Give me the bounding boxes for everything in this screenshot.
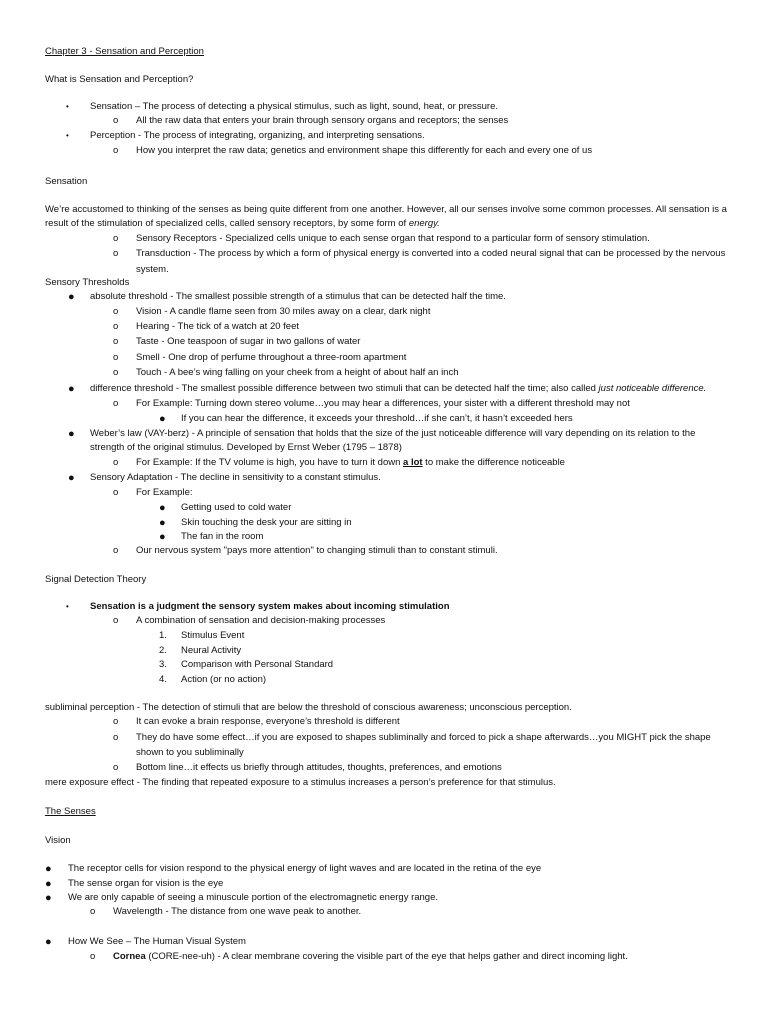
circle-bullet-icon: o: [90, 951, 96, 962]
adaptation-example: Skin touching the desk your are sitting in: [181, 517, 352, 528]
disc-bullet-icon: ●: [68, 428, 75, 440]
circle-bullet-icon: o: [113, 145, 119, 156]
cornea-item: Cornea (CORE-nee-uh) - A clear membrane covering the visible part of the eye that helps gather and direct incoming light.: [113, 951, 628, 962]
absolute-threshold-item: absolute threshold - The smallest possible strength of a stimulus that can be detected half the time.: [90, 291, 506, 302]
circle-bullet-icon: o: [113, 352, 119, 363]
page-title: Chapter 3 - Sensation and Perception: [45, 46, 204, 57]
hearing-example: Hearing - The tick of a watch at 20 feet: [136, 321, 299, 332]
circle-bullet-icon: o: [113, 762, 119, 773]
subliminal-point: Bottom line…it effects us briefly through attitudes, thoughts, preferences, and emotions: [136, 762, 502, 773]
wavelength-item: Wavelength - The distance from one wave peak to another.: [113, 906, 362, 917]
sdt-step: Stimulus Event: [181, 630, 245, 641]
adaptation-example: Getting used to cold water: [181, 502, 292, 513]
circle-bullet-icon: o: [113, 398, 119, 409]
senses-heading: The Senses: [45, 806, 96, 817]
sdt-subpoint: A combination of sensation and decision-making processes: [136, 615, 386, 626]
disc-bullet-icon: ●: [159, 531, 166, 543]
transduction-item-cont: system.: [136, 264, 169, 275]
vision-example: Vision - A candle flame seen from 30 miles away on a clear, dark night: [136, 306, 431, 317]
circle-bullet-icon: o: [113, 487, 119, 498]
sdt-heading: Signal Detection Theory: [45, 574, 147, 585]
disc-bullet-icon: ●: [159, 413, 166, 425]
disc-bullet-icon: ●: [45, 863, 52, 875]
list-number: 2.: [159, 645, 167, 656]
thresholds-heading: Sensory Thresholds: [45, 277, 130, 288]
subliminal-point-cont: shown to you subliminally: [136, 747, 244, 758]
subliminal-perception: subliminal perception - The detection of stimuli that are below the threshold of conscious awareness; unconscious perception.: [45, 702, 572, 713]
intro-line-2: result of the stimulation of specialized cells, called sensory receptors, by some form of energy.: [45, 218, 440, 229]
circle-bullet-icon: o: [113, 367, 119, 378]
sensation-subpoint: All the raw data that enters your brain through sensory organs and receptors; the senses: [136, 115, 509, 126]
disc-bullet-icon: ●: [68, 291, 75, 303]
webers-law-item-cont: strength of the original stimulus. Developed by Ernst Weber (1795 – 1878): [90, 442, 402, 453]
list-number: 4.: [159, 674, 167, 685]
bullet-icon: •: [66, 131, 69, 140]
sdt-step: Neural Activity: [181, 645, 242, 656]
adaptation-example: The fan in the room: [181, 531, 264, 542]
circle-bullet-icon: o: [90, 906, 96, 917]
circle-bullet-icon: o: [113, 545, 119, 556]
smell-example: Smell - One drop of perfume throughout a three-room apartment: [136, 352, 407, 363]
touch-example: Touch - A bee’s wing falling on your cheek from a height of about half an inch: [136, 367, 459, 378]
subliminal-point: It can evoke a brain response, everyone’s threshold is different: [136, 716, 400, 727]
disc-bullet-icon: ●: [45, 878, 52, 890]
vision-point: The receptor cells for vision respond to the physical energy of light waves and are located in the retina of the eye: [68, 863, 542, 874]
list-number: 3.: [159, 659, 167, 670]
difference-threshold-item: difference threshold - The smallest possible difference between two stimuli that can be detected half the time; also called just noticeable difference.: [90, 383, 707, 394]
mere-exposure-effect: mere exposure effect - The finding that repeated exposure to a stimulus increases a person’s preference for that stimulus.: [45, 777, 556, 788]
perception-definition: Perception - The process of integrating, organizing, and interpreting sensations.: [90, 130, 425, 141]
disc-bullet-icon: ●: [45, 892, 52, 904]
sensory-adaptation-item: Sensory Adaptation - The decline in sensitivity to a constant stimulus.: [90, 472, 381, 483]
sdt-main-point: Sensation is a judgment the sensory system makes about incoming stimulation: [90, 601, 450, 612]
transduction-item: Transduction - The process by which a form of physical energy is converted into a coded neural signal that can be processed by the nervous: [136, 248, 726, 259]
vision-heading: Vision: [45, 835, 71, 846]
circle-bullet-icon: o: [113, 233, 119, 244]
disc-bullet-icon: ●: [159, 517, 166, 529]
difference-example-sub: If you can hear the difference, it exceeds your threshold…if she can’t, it hasn’t exceeded hers: [181, 413, 573, 424]
list-number: 1.: [159, 630, 167, 641]
adaptation-for-example: For Example:: [136, 487, 193, 498]
sdt-step: Comparison with Personal Standard: [181, 659, 334, 670]
circle-bullet-icon: o: [113, 457, 119, 468]
circle-bullet-icon: o: [113, 336, 119, 347]
vision-point: The sense organ for vision is the eye: [68, 878, 224, 889]
intro-line-1: We’re accustomed to thinking of the senses as being quite different from one another. However, all our senses involve some common processes. All sensation is a: [45, 204, 727, 215]
vision-point: We are only capable of seeing a minuscule portion of the electromagnetic energy range.: [68, 892, 439, 903]
circle-bullet-icon: o: [113, 615, 119, 626]
sdt-step: Action (or no action): [181, 674, 267, 685]
circle-bullet-icon: o: [113, 321, 119, 332]
sensory-receptors-item: Sensory Receptors - Specialized cells unique to each sense organ that respond to a particular form of sensory stimulation.: [136, 233, 650, 244]
disc-bullet-icon: ●: [45, 936, 52, 948]
subliminal-point: They do have some effect…if you are exposed to shapes subliminally and forced to pick a shape afterwards…you MIGHT pick the shape: [136, 732, 711, 743]
circle-bullet-icon: o: [113, 716, 119, 727]
circle-bullet-icon: o: [113, 115, 119, 126]
difference-example: For Example: Turning down stereo volume…you may hear a differences, your sister with a different threshold may not: [136, 398, 630, 409]
how-we-see-item: How We See – The Human Visual System: [68, 936, 246, 947]
webers-law-item: Weber’s law (VAY-berz) - A principle of sensation that holds that the size of the just noticeable difference will vary depending on its relation to the: [90, 428, 696, 439]
disc-bullet-icon: ●: [68, 472, 75, 484]
bullet-icon: •: [66, 102, 69, 111]
circle-bullet-icon: o: [113, 248, 119, 259]
taste-example: Taste - One teaspoon of sugar in two gallons of water: [136, 336, 361, 347]
perception-subpoint: How you interpret the raw data; genetics and environment shape this differently for each and every one of us: [136, 145, 593, 156]
circle-bullet-icon: o: [113, 306, 119, 317]
circle-bullet-icon: o: [113, 732, 119, 743]
adaptation-note: Our nervous system "pays more attention" to changing stimuli than to constant stimuli.: [136, 545, 498, 556]
question-heading: What is Sensation and Perception?: [45, 74, 194, 85]
bullet-icon: •: [66, 602, 69, 611]
disc-bullet-icon: ●: [159, 502, 166, 514]
webers-law-example: For Example: If the TV volume is high, you have to turn it down a lot to make the difference noticeable: [136, 457, 565, 468]
sensation-heading: Sensation: [45, 176, 88, 187]
sensation-definition: Sensation – The process of detecting a physical stimulus, such as light, sound, heat, or pressure.: [90, 101, 499, 112]
disc-bullet-icon: ●: [68, 383, 75, 395]
